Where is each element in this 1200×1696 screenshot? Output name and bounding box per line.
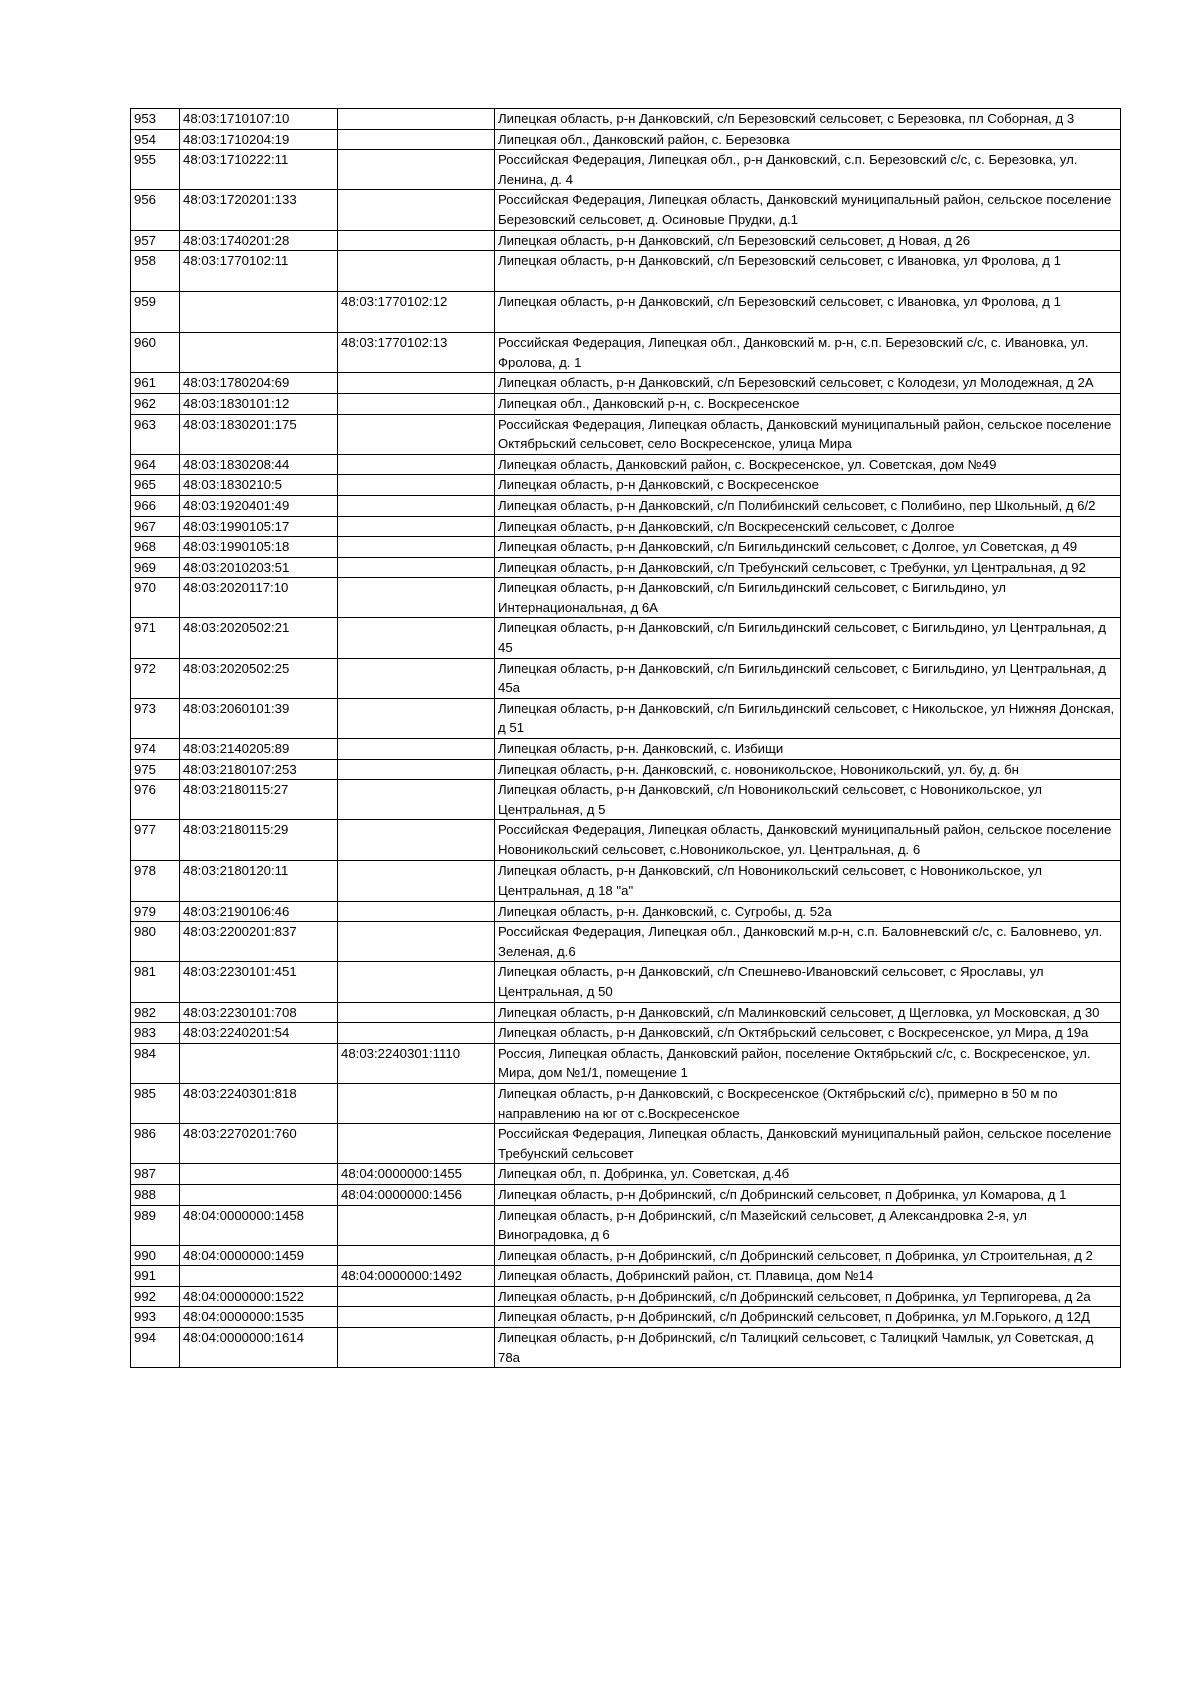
cadastral-number-cell: 48:03:2020502:21 [180,618,338,658]
cadastral-number-alt-cell [338,557,495,578]
table-row [131,1184,1121,1205]
address-cell: Российская Федерация, Липецкая область, Данковский муниципальный район, сельское поселение Новоникольский сельсовет, с.Новоникольское, ул. Центральная, д. 6 [495,820,1121,861]
row-number-cell: 990 [131,1245,180,1266]
cadastral-number-cell: 48:03:1710107:10 [180,109,338,130]
cadastral-number-alt-cell [338,1124,495,1164]
table-row [131,454,1121,475]
cadastral-number-cell [180,333,338,373]
table-row [131,1164,1121,1185]
address-cell: Липецкая область, р-н Данковский, с/п Бигильдинский сельсовет, с Бигильдино, ул Центральная, д 45а [495,658,1121,698]
row-number-cell: 977 [131,820,180,861]
cadastral-number-cell: 48:03:1720201:133 [180,190,338,230]
row-number-cell: 988 [131,1184,180,1205]
cadastral-number-cell: 48:03:1830201:175 [180,414,338,454]
address-cell: Липецкая обл., Данковский район, с. Березовка [495,129,1121,150]
cadastral-number-cell: 48:03:2230101:451 [180,962,338,1002]
cadastral-number-cell: 48:04:0000000:1459 [180,1245,338,1266]
table-row [131,495,1121,516]
table-row [131,1266,1121,1287]
table-row [131,901,1121,922]
table-row [131,516,1121,537]
row-number-cell: 978 [131,861,180,901]
row-number-cell: 954 [131,129,180,150]
cadastral-number-alt-cell [338,861,495,901]
cadastral-number-alt-cell [338,578,495,618]
cadastral-number-cell: 48:03:1710204:19 [180,129,338,150]
row-number-cell: 958 [131,251,180,292]
address-cell: Липецкая область, р-н Данковский, с/п Бигильдинский сельсовет, с Никольское, ул Нижняя Донская, д 51 [495,698,1121,738]
cadastral-number-cell: 48:03:2180115:27 [180,780,338,820]
cadastral-number-alt-cell [338,780,495,820]
row-number-cell: 993 [131,1307,180,1328]
cadastral-number-cell: 48:04:0000000:1535 [180,1307,338,1328]
cadastral-number-cell: 48:03:2180107:253 [180,759,338,780]
row-number-cell: 982 [131,1002,180,1023]
table-row [131,1245,1121,1266]
cadastral-number-cell [180,1164,338,1185]
cadastral-number-cell: 48:03:1830101:12 [180,393,338,414]
row-number-cell: 986 [131,1124,180,1164]
address-cell: Липецкая область, р-н Добринский, с/п Добринский сельсовет, п Добринка, ул Строительная, д 2 [495,1245,1121,1266]
row-number-cell: 987 [131,1164,180,1185]
table-row [131,1043,1121,1083]
cadastral-number-cell [180,1043,338,1083]
cadastral-number-alt-cell [338,129,495,150]
row-number-cell: 974 [131,739,180,760]
cadastral-number-cell: 48:03:2230101:708 [180,1002,338,1023]
row-number-cell: 994 [131,1328,180,1368]
cadastral-number-cell: 48:03:1990105:17 [180,516,338,537]
address-cell: Россия, Липецкая область, Данковский район, поселение Октябрьский с/с, с. Воскресенское, ул. Мира, дом №1/1, помещение 1 [495,1043,1121,1083]
cadastral-number-alt-cell [338,820,495,861]
address-cell: Липецкая область, р-н Данковский, с/п Воскресенский сельсовет, с Долгое [495,516,1121,537]
cadastral-number-alt-cell [338,454,495,475]
cadastral-number-alt-cell: 48:03:1770102:13 [338,333,495,373]
address-cell: Липецкая область, Добринский район, ст. Плавица, дом №14 [495,1266,1121,1287]
cadastral-number-alt-cell [338,698,495,738]
cadastral-number-alt-cell [338,1307,495,1328]
cadastral-number-alt-cell [338,373,495,394]
cadastral-number-alt-cell [338,962,495,1002]
address-cell: Липецкая область, р-н Добринский, с/п Талицкий сельсовет, с Талицкий Чамлык, ул Советская, д 78а [495,1328,1121,1368]
cadastral-number-alt-cell [338,1002,495,1023]
address-cell: Липецкая область, р-н Данковский, с/п Бигильдинский сельсовет, с Бигильдино, ул Центральная, д 45 [495,618,1121,658]
address-cell: Липецкая область, р-н Данковский, с/п Березовский сельсовет, с Березовка, пл Соборная, д 3 [495,109,1121,130]
cadastral-number-alt-cell [338,230,495,251]
table-row [131,537,1121,558]
table-row [131,475,1121,496]
cadastral-number-alt-cell: 48:04:0000000:1456 [338,1184,495,1205]
row-number-cell: 983 [131,1023,180,1044]
row-number-cell: 979 [131,901,180,922]
table-row [131,333,1121,373]
row-number-cell: 975 [131,759,180,780]
table-row [131,1124,1121,1164]
address-cell: Липецкая область, р-н Данковский, с/п Октябрьский сельсовет, с Воскресенское, ул Мира, д 19а [495,1023,1121,1044]
address-cell: Липецкая область, р-н Данковский, с Воскресенское [495,475,1121,496]
address-cell: Липецкая область, р-н. Данковский, с. Сугробы, д. 52а [495,901,1121,922]
cadastral-number-alt-cell: 48:04:0000000:1492 [338,1266,495,1287]
row-number-cell: 973 [131,698,180,738]
cadastral-number-alt-cell [338,1245,495,1266]
cadastral-number-cell: 48:03:2060101:39 [180,698,338,738]
table-row [131,1083,1121,1123]
cadastral-number-alt-cell [338,495,495,516]
cadastral-number-alt-cell [338,922,495,962]
table-row [131,109,1121,130]
row-number-cell: 961 [131,373,180,394]
table-row [131,1205,1121,1245]
row-number-cell: 972 [131,658,180,698]
cadastral-number-alt-cell [338,1328,495,1368]
cadastral-number-alt-cell [338,901,495,922]
address-cell: Российская Федерация, Липецкая область, Данковский муниципальный район, сельское поселение Березовский сельсовет, д. Осиновые Прудки, д.1 [495,190,1121,230]
table-row [131,1307,1121,1328]
row-number-cell: 966 [131,495,180,516]
table-row [131,618,1121,658]
table-row [131,861,1121,901]
cadastral-number-alt-cell [338,1023,495,1044]
cadastral-number-cell: 48:03:1740201:28 [180,230,338,251]
cadastral-number-alt-cell [338,739,495,760]
address-cell: Липецкая область, р-н Данковский, с/п Бигильдинский сельсовет, с Долгое, ул Советская, д 49 [495,537,1121,558]
table-row [131,962,1121,1002]
cadastral-number-cell: 48:03:1770102:11 [180,251,338,292]
table-row [131,698,1121,738]
address-cell: Липецкая обл., Данковский р-н, с. Воскресенское [495,393,1121,414]
row-number-cell: 985 [131,1083,180,1123]
cadastral-number-cell: 48:03:2180115:29 [180,820,338,861]
row-number-cell: 953 [131,109,180,130]
row-number-cell: 955 [131,150,180,190]
table-row [131,759,1121,780]
row-number-cell: 971 [131,618,180,658]
address-cell: Липецкая область, р-н Данковский, с/п Полибинский сельсовет, с Полибино, пер Школьный, д 6/2 [495,495,1121,516]
cadastral-number-cell: 48:04:0000000:1614 [180,1328,338,1368]
address-cell: Липецкая область, р-н Данковский, с/п Березовский сельсовет, с Колодези, ул Молодежная, д 2А [495,373,1121,394]
cadastral-number-cell [180,1184,338,1205]
address-cell: Российская Федерация, Липецкая обл., Данковский м. р-н, с.п. Березовский с/с, с. Ивановка, ул. Фролова, д. 1 [495,333,1121,373]
table-row [131,1023,1121,1044]
row-number-cell: 969 [131,557,180,578]
table-row [131,414,1121,454]
address-cell: Российская Федерация, Липецкая область, Данковский муниципальный район, сельское поселение Требунский сельсовет [495,1124,1121,1164]
row-number-cell: 963 [131,414,180,454]
cadastral-number-alt-cell [338,1083,495,1123]
table-row [131,292,1121,333]
cadastral-number-cell: 48:03:1780204:69 [180,373,338,394]
cadastral-number-alt-cell [338,251,495,292]
cadastral-number-cell: 48:03:2190106:46 [180,901,338,922]
cadastral-number-cell: 48:04:0000000:1458 [180,1205,338,1245]
cadastral-number-cell: 48:03:1920401:49 [180,495,338,516]
table-row [131,150,1121,190]
row-number-cell: 959 [131,292,180,333]
cadastral-number-alt-cell [338,759,495,780]
cadastral-number-alt-cell [338,537,495,558]
cadastral-number-cell: 48:03:1830210:5 [180,475,338,496]
row-number-cell: 965 [131,475,180,496]
address-cell: Липецкая область, р-н Данковский, с/п Новоникольский сельсовет, с Новоникольское, ул Центральная, д 18 "а" [495,861,1121,901]
table-row [131,820,1121,861]
table-row [131,230,1121,251]
table-row [131,578,1121,618]
address-cell: Липецкая область, р-н Данковский, с/п Требунский сельсовет, с Требунки, ул Центральная, д 92 [495,557,1121,578]
cadastral-number-alt-cell: 48:03:1770102:12 [338,292,495,333]
table-row [131,739,1121,760]
cadastral-number-alt-cell [338,190,495,230]
address-cell: Липецкая область, р-н Данковский, с Воскресенское (Октябрьский с/с), примерно в 50 м по направлению на юг от с.Воскресенское [495,1083,1121,1123]
row-number-cell: 981 [131,962,180,1002]
cadastral-number-cell [180,292,338,333]
address-cell: Липецкая область, р-н Данковский, с/п Березовский сельсовет, с Ивановка, ул Фролова, д 1 [495,292,1121,333]
table-row [131,922,1121,962]
cadastral-number-alt-cell [338,109,495,130]
table-row [131,1286,1121,1307]
address-cell: Липецкая обл, п. Добринка, ул. Советская, д.4б [495,1164,1121,1185]
cadastral-number-alt-cell [338,414,495,454]
cadastral-number-cell: 48:03:2020117:10 [180,578,338,618]
cadastral-number-cell: 48:04:0000000:1522 [180,1286,338,1307]
table-row [131,129,1121,150]
row-number-cell: 968 [131,537,180,558]
table-row [131,780,1121,820]
cadastral-number-alt-cell: 48:03:2240301:1110 [338,1043,495,1083]
cadastral-number-alt-cell [338,475,495,496]
address-cell: Липецкая область, р-н Данковский, с/п Березовский сельсовет, д Новая, д 26 [495,230,1121,251]
address-cell: Липецкая область, р-н. Данковский, с. Избищи [495,739,1121,760]
address-cell: Российская Федерация, Липецкая обл., Данковский м.р-н, с.п. Баловневский с/с, с. Баловнево, ул. Зеленая, д.6 [495,922,1121,962]
cadastral-number-cell: 48:03:2140205:89 [180,739,338,760]
cadastral-number-alt-cell [338,1286,495,1307]
cadastral-number-cell [180,1266,338,1287]
cadastral-number-alt-cell [338,150,495,190]
row-number-cell: 967 [131,516,180,537]
row-number-cell: 976 [131,780,180,820]
cadastral-number-cell: 48:03:2240201:54 [180,1023,338,1044]
cadastral-number-cell: 48:03:2240301:818 [180,1083,338,1123]
row-number-cell: 989 [131,1205,180,1245]
address-cell: Российская Федерация, Липецкая обл., р-н Данковский, с.п. Березовский с/с, с. Березовка, ул. Ленина, д. 4 [495,150,1121,190]
row-number-cell: 980 [131,922,180,962]
row-number-cell: 992 [131,1286,180,1307]
table-row [131,1002,1121,1023]
cadastral-number-cell: 48:03:2020502:25 [180,658,338,698]
cadastral-number-cell: 48:03:1990105:18 [180,537,338,558]
table-row [131,393,1121,414]
cadastral-number-cell: 48:03:2010203:51 [180,557,338,578]
table-body [131,109,1121,1368]
row-number-cell: 984 [131,1043,180,1083]
cadastral-number-cell: 48:03:1830208:44 [180,454,338,475]
address-cell: Липецкая область, р-н. Данковский, с. новоникольское, Новоникольский, ул. бу, д. бн [495,759,1121,780]
cadastral-number-alt-cell [338,1205,495,1245]
cadastral-number-cell: 48:03:2180120:11 [180,861,338,901]
table-row [131,251,1121,292]
address-cell: Липецкая область, р-н Добринский, с/п Добринский сельсовет, п Добринка, ул М.Горького, д 12Д [495,1307,1121,1328]
cadastral-number-alt-cell [338,618,495,658]
address-cell: Липецкая область, р-н Добринский, с/п Добринский сельсовет, п Добринка, ул Комарова, д 1 [495,1184,1121,1205]
table-row [131,373,1121,394]
table-row [131,190,1121,230]
table-row [131,557,1121,578]
row-number-cell: 964 [131,454,180,475]
cadastral-number-alt-cell [338,658,495,698]
row-number-cell: 956 [131,190,180,230]
row-number-cell: 962 [131,393,180,414]
cadastral-number-alt-cell [338,516,495,537]
address-cell: Липецкая область, р-н Данковский, с/п Малинковский сельсовет, д Щегловка, ул Московская, д 30 [495,1002,1121,1023]
cadastral-number-alt-cell [338,393,495,414]
property-registry-table [130,108,1121,1368]
address-cell: Липецкая область, р-н Добринский, с/п Мазейский сельсовет, д Александровка 2-я, ул Виноградовка, д 6 [495,1205,1121,1245]
row-number-cell: 970 [131,578,180,618]
address-cell: Российская Федерация, Липецкая область, Данковский муниципальный район, сельское поселение Октябрьский сельсовет, село Воскресенское, улица Мира [495,414,1121,454]
table-row [131,658,1121,698]
cadastral-number-cell: 48:03:2270201:760 [180,1124,338,1164]
cadastral-number-cell: 48:03:2200201:837 [180,922,338,962]
cadastral-number-cell: 48:03:1710222:11 [180,150,338,190]
address-cell: Липецкая область, Данковский район, с. Воскресенское, ул. Советская, дом №49 [495,454,1121,475]
row-number-cell: 991 [131,1266,180,1287]
address-cell: Липецкая область, р-н Данковский, с/п Бигильдинский сельсовет, с Бигильдино, ул Интернациональная, д 6А [495,578,1121,618]
address-cell: Липецкая область, р-н Данковский, с/п Новоникольский сельсовет, с Новоникольское, ул Центральная, д 5 [495,780,1121,820]
address-cell: Липецкая область, р-н Данковский, с/п Спешнево-Ивановский сельсовет, с Ярославы, ул Центральная, д 50 [495,962,1121,1002]
address-cell: Липецкая область, р-н Данковский, с/п Березовский сельсовет, с Ивановка, ул Фролова, д 1 [495,251,1121,292]
cadastral-number-alt-cell: 48:04:0000000:1455 [338,1164,495,1185]
row-number-cell: 957 [131,230,180,251]
row-number-cell: 960 [131,333,180,373]
table-row [131,1328,1121,1368]
address-cell: Липецкая область, р-н Добринский, с/п Добринский сельсовет, п Добринка, ул Терпигорева, д 2а [495,1286,1121,1307]
